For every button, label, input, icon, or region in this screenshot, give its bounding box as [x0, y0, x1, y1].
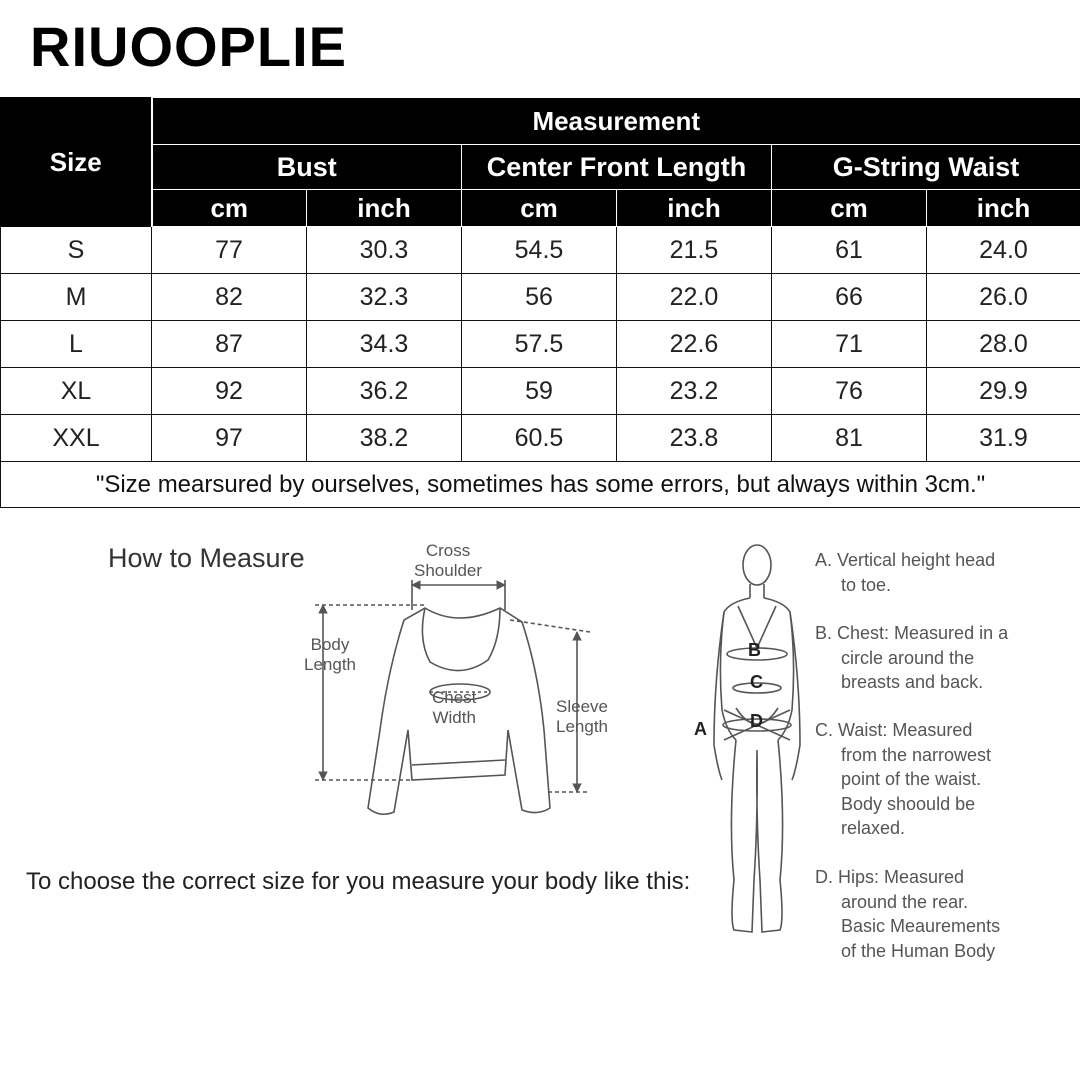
size-column-header: Size — [1, 98, 152, 227]
table-cell: 24.0 — [927, 227, 1080, 274]
table-cell: 23.2 — [617, 368, 772, 415]
table-cell: 56 — [462, 274, 617, 321]
table-cell: 38.2 — [307, 415, 462, 462]
size-label: XXL — [1, 415, 152, 462]
label-c: C — [750, 672, 763, 692]
unit-header: inch — [307, 190, 462, 227]
table-cell: 76 — [772, 368, 927, 415]
table-cell: 87 — [152, 321, 307, 368]
table-cell: 28.0 — [927, 321, 1080, 368]
table-cell: 23.8 — [617, 415, 772, 462]
label-a: A — [694, 719, 707, 739]
unit-header: cm — [772, 190, 927, 227]
center-front-length-header: Center Front Length — [462, 145, 772, 190]
table-cell: 54.5 — [462, 227, 617, 274]
label-b: B — [748, 640, 761, 660]
table-cell: 32.3 — [307, 274, 462, 321]
table-cell: 36.2 — [307, 368, 462, 415]
table-cell: 21.5 — [617, 227, 772, 274]
how-to-measure-heading: How to Measure — [108, 543, 305, 573]
table-row — [1, 415, 1080, 462]
sleeve-length-label: Sleeve Length — [556, 697, 608, 736]
table-cell: 31.9 — [927, 415, 1080, 462]
table-cell: 61 — [772, 227, 927, 274]
unit-header: cm — [462, 190, 617, 227]
cross-shoulder-label: Cross Shoulder — [414, 541, 483, 580]
body-figure-diagram — [700, 540, 810, 945]
label-d: D — [750, 711, 763, 731]
table-row — [1, 227, 1080, 274]
table-cell: 66 — [772, 274, 927, 321]
unit-header: cm — [152, 190, 307, 227]
table-cell: 59 — [462, 368, 617, 415]
note-a: A. Vertical height head to toe. — [815, 550, 996, 595]
body-length-label: Body Length — [304, 635, 356, 674]
table-cell: 60.5 — [462, 415, 617, 462]
measurement-header: Measurement — [152, 98, 1080, 145]
g-string-waist-header: G-String Waist — [772, 145, 1080, 190]
table-cell: 71 — [772, 321, 927, 368]
size-label: L — [1, 321, 152, 368]
table-row — [1, 368, 1080, 415]
note-d: D. Hips: Measured around the rear. Basic Meaurements of the Human Body — [815, 867, 1001, 961]
note-c: C. Waist: Measured from the narrowest point of the waist. Body shoould be relaxed. — [815, 720, 992, 838]
note-b: B. Chest: Measured in a circle around the breasts and back. — [815, 623, 1009, 692]
unit-header: inch — [927, 190, 1080, 227]
table-cell: 22.0 — [617, 274, 772, 321]
size-label: XL — [1, 368, 152, 415]
size-note: "Size mearsured by ourselves, sometimes has some errors, but always within 3cm." — [1, 462, 1080, 508]
choose-size-instruction: To choose the correct size for you measure your body like this: — [26, 868, 691, 895]
table-cell: 81 — [772, 415, 927, 462]
table-cell: 30.3 — [307, 227, 462, 274]
table-cell: 22.6 — [617, 321, 772, 368]
table-cell: 34.3 — [307, 321, 462, 368]
table-cell: 92 — [152, 368, 307, 415]
table-cell: 57.5 — [462, 321, 617, 368]
table-cell: 26.0 — [927, 274, 1080, 321]
brand-title: RIUOOPLIE — [30, 15, 348, 78]
unit-header: inch — [617, 190, 772, 227]
size-label: M — [1, 274, 152, 321]
table-row — [1, 274, 1080, 321]
chest-width-label: Chest Width — [432, 688, 477, 727]
table-cell: 97 — [152, 415, 307, 462]
bust-header: Bust — [152, 145, 462, 190]
size-label: S — [1, 227, 152, 274]
table-cell: 77 — [152, 227, 307, 274]
size-chart-table — [0, 97, 1080, 508]
table-row — [1, 321, 1080, 368]
table-cell: 29.9 — [927, 368, 1080, 415]
table-cell: 82 — [152, 274, 307, 321]
